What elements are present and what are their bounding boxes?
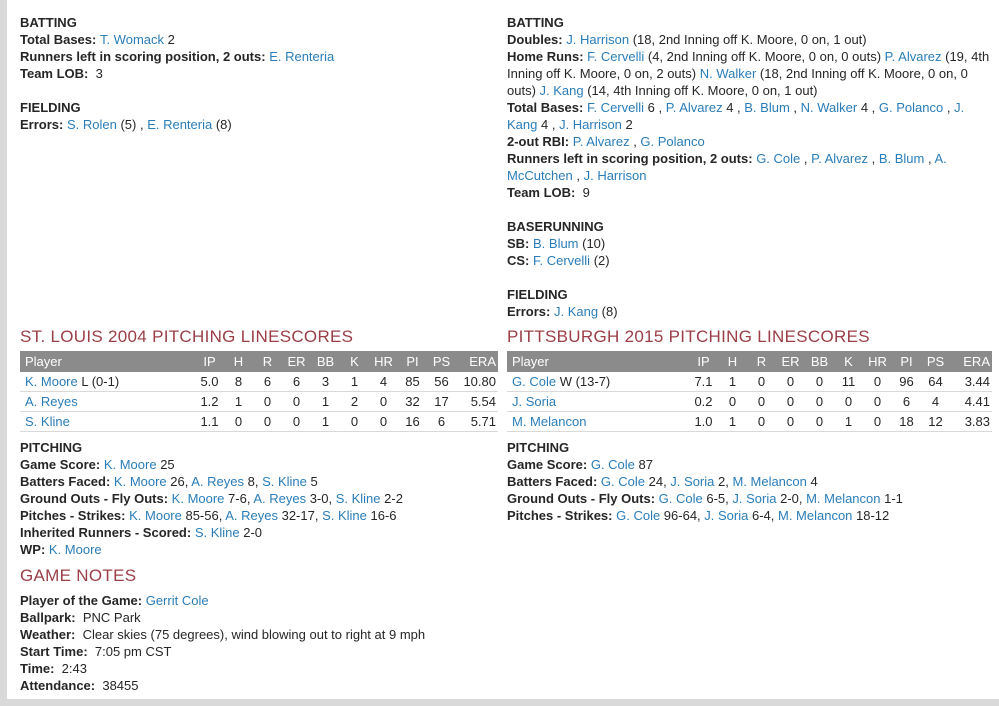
stat-cell: 0 <box>863 412 892 432</box>
player-link[interactable]: J. Harrison <box>559 117 622 132</box>
stat-label: Ground Outs - Fly Outs: <box>507 491 659 506</box>
stat-line <box>507 133 992 150</box>
stat-cell: 18 <box>892 412 921 432</box>
away-linescore-title: ST. LOUIS 2004 PITCHING LINESCORES <box>20 327 354 346</box>
player-link[interactable]: S. Rolen <box>66 117 117 132</box>
summary-section <box>507 14 992 201</box>
column-header: ERA <box>950 351 992 372</box>
player-link[interactable]: Gerrit Cole <box>145 593 209 608</box>
stat-cell: 0 <box>340 412 369 432</box>
stat-text: 6-5, <box>702 491 733 506</box>
stat-cell: 1 <box>311 392 340 412</box>
stat-text: , <box>867 151 879 166</box>
column-header: Player <box>20 351 195 372</box>
player-link[interactable]: M. Melancon <box>777 508 853 523</box>
stat-cell: 32 <box>398 392 427 412</box>
stat-cell: 10.80 <box>456 372 498 392</box>
stat-cell: 1 <box>834 412 863 432</box>
stat-text: 2 <box>164 32 175 47</box>
stat-text: (8) <box>212 117 232 132</box>
stat-label: Ground Outs - Fly Outs: <box>20 491 172 506</box>
stat-label: Pitches - Strikes: <box>20 508 130 523</box>
player-link[interactable]: B. Blum <box>744 100 790 115</box>
away-summary-stats <box>20 14 498 327</box>
stat-label: Game Score: <box>507 457 591 472</box>
stat-label: Errors: <box>507 304 554 319</box>
stat-text: 26, <box>166 474 192 489</box>
stat-line <box>20 592 498 609</box>
section-heading: FIELDING <box>507 287 568 302</box>
stat-text: 6-4, <box>748 508 778 523</box>
stat-text: 16-6 <box>366 508 397 523</box>
player-link[interactable]: A. Reyes <box>225 508 278 523</box>
table-header-row <box>20 351 498 372</box>
stat-text: (18, 2nd Inning off K. Moore, 0 on, 0 outs) <box>507 66 972 98</box>
stat-text: , <box>800 151 812 166</box>
column-header: ER <box>282 351 311 372</box>
player-link[interactable]: K. Moore <box>113 474 167 489</box>
stat-cell: 1 <box>340 372 369 392</box>
player-link[interactable]: M. Melancon <box>512 414 587 429</box>
stat-text: 7-6, <box>224 491 254 506</box>
stat-line <box>20 524 498 541</box>
stat-line <box>507 150 992 184</box>
stat-cell: 8 <box>224 372 253 392</box>
away-pitching-section <box>20 439 498 558</box>
table-row <box>507 372 992 392</box>
player-link[interactable]: J. Soria <box>512 394 557 409</box>
stat-text: , <box>789 100 801 115</box>
stat-cell: 3 <box>311 372 340 392</box>
stat-text: (14, 4th Inning off K. Moore, 0 on, 1 out) <box>583 83 818 98</box>
stat-label: Attendance: <box>20 678 99 693</box>
player-cell <box>507 412 689 432</box>
summary-section <box>507 218 992 269</box>
stat-cell: 0 <box>253 412 282 432</box>
stat-cell: 0 <box>776 372 805 392</box>
game-notes-title: GAME NOTES <box>20 566 137 585</box>
stat-cell: 1.0 <box>689 412 718 432</box>
stat-text: 2, <box>714 474 733 489</box>
stat-text: 2-0, <box>776 491 807 506</box>
player-link[interactable]: N. Walker <box>800 100 858 115</box>
game-notes-section <box>20 592 498 694</box>
stat-cell: 6 <box>427 412 456 432</box>
stat-text: , <box>572 168 584 183</box>
stat-label: Player of the Game: <box>20 593 146 608</box>
player-link[interactable]: P. Alvarez <box>811 151 868 166</box>
stat-label: Start Time: <box>20 644 92 659</box>
stat-text: (4, 2nd Inning off K. Moore, 0 on, 0 outs) <box>644 49 885 64</box>
stat-line <box>20 541 498 558</box>
stat-cell: 17 <box>427 392 456 412</box>
table-row <box>20 412 498 432</box>
stat-line <box>507 48 992 99</box>
stat-line <box>507 473 992 490</box>
player-link[interactable]: G. Cole <box>590 457 635 472</box>
player-cell <box>507 392 689 412</box>
section-heading: BATTING <box>20 15 77 30</box>
player-link[interactable]: F. Cervelli <box>533 253 591 268</box>
stat-cell: 4 <box>369 372 398 392</box>
stat-label: Total Bases: <box>20 32 100 47</box>
stat-text: 6 , <box>644 100 666 115</box>
player-link[interactable]: F. Cervelli <box>586 100 645 115</box>
stat-label: Batters Faced: <box>507 474 601 489</box>
stat-line <box>20 643 498 660</box>
stat-line <box>507 99 992 133</box>
section-heading: BATTING <box>507 15 564 30</box>
table-row <box>507 392 992 412</box>
player-link[interactable]: S. Kline <box>322 508 367 523</box>
player-link[interactable]: G. Cole <box>658 491 703 506</box>
player-link[interactable]: N. Walker <box>699 66 757 81</box>
stat-cell: 1 <box>224 392 253 412</box>
stat-cell: 0 <box>369 392 398 412</box>
stat-cell: 0 <box>253 392 282 412</box>
stat-line <box>20 473 498 490</box>
stat-line <box>507 456 992 473</box>
stat-text: 3-0, <box>306 491 336 506</box>
stat-cell: 2 <box>340 392 369 412</box>
player-decision: L (0-1) <box>77 374 120 389</box>
summary-section <box>507 286 992 320</box>
stat-text: 3 <box>92 66 103 81</box>
stat-text: 4 , <box>537 117 560 132</box>
stat-cell: 0 <box>747 412 776 432</box>
stat-text: (10) <box>578 236 606 251</box>
stat-text: 25 <box>156 457 175 472</box>
column-header: PI <box>892 351 921 372</box>
section-heading: PITCHING <box>507 440 570 455</box>
player-link[interactable]: G. Polanco <box>878 100 944 115</box>
stat-cell: 85 <box>398 372 427 392</box>
stat-line <box>20 490 498 507</box>
stat-text: , <box>924 151 935 166</box>
player-link[interactable]: S. Kline <box>194 525 240 540</box>
stat-line <box>20 116 498 133</box>
stat-cell: 0 <box>776 392 805 412</box>
stat-text: 2 <box>621 117 633 132</box>
stat-text: 2-0 <box>239 525 263 540</box>
stat-text: 96-64, <box>660 508 705 523</box>
stat-label: 2-out RBI: <box>507 134 573 149</box>
table-row <box>507 412 992 432</box>
player-link[interactable]: G. Polanco <box>640 134 705 149</box>
stat-cell: 0 <box>282 412 311 432</box>
player-link[interactable]: M. Melancon <box>806 491 881 506</box>
stat-line <box>20 65 498 82</box>
stat-line <box>20 31 498 48</box>
section-heading: BASERUNNING <box>507 219 604 234</box>
stat-cell: 1.1 <box>195 412 224 432</box>
stat-text: Clear skies (75 degrees), wind blowing out to right at 9 mph <box>79 627 426 642</box>
stat-text: 2:43 <box>58 661 87 676</box>
player-link[interactable]: E. Renteria <box>269 49 335 64</box>
column-header: PS <box>921 351 950 372</box>
player-link[interactable]: K. Moore <box>171 491 225 506</box>
stat-text: (2) <box>590 253 610 268</box>
stat-text: 7:05 pm CST <box>91 644 172 659</box>
player-link[interactable]: A. Reyes <box>25 394 78 409</box>
player-link[interactable]: S. Kline <box>262 474 307 489</box>
column-header: ERA <box>456 351 498 372</box>
stat-line <box>507 303 992 320</box>
stat-line <box>507 31 992 48</box>
stat-cell: 0 <box>776 412 805 432</box>
stat-cell: 56 <box>427 372 456 392</box>
column-header: R <box>253 351 282 372</box>
player-link[interactable]: P. Alvarez <box>884 49 942 64</box>
column-header: IP <box>689 351 718 372</box>
stat-line <box>507 490 992 507</box>
summary-section <box>20 99 498 133</box>
home-team-column <box>507 14 992 694</box>
column-header: HR <box>863 351 892 372</box>
player-link[interactable]: J. Kang <box>553 304 599 319</box>
player-link[interactable]: G. Cole <box>756 151 801 166</box>
home-pitching-section <box>507 439 992 524</box>
stat-label: Total Bases: <box>507 100 587 115</box>
stat-cell: 0 <box>863 372 892 392</box>
column-header: ER <box>776 351 805 372</box>
stat-text: 4 , <box>722 100 745 115</box>
stat-cell: 1 <box>311 412 340 432</box>
column-header: Player <box>507 351 689 372</box>
stat-cell: 6 <box>253 372 282 392</box>
stat-label: Pitches - Strikes: <box>507 508 617 523</box>
stat-cell: 96 <box>892 372 921 392</box>
stat-cell: 1 <box>718 372 747 392</box>
stat-text: , <box>943 100 955 115</box>
stat-label: WP: <box>20 542 49 557</box>
column-header: R <box>747 351 776 372</box>
stat-line <box>507 252 992 269</box>
stat-label: CS: <box>507 253 533 268</box>
stat-label: Runners left in scoring position, 2 outs: <box>507 151 757 166</box>
player-link[interactable]: P. Alvarez <box>572 134 630 149</box>
stat-cell: 16 <box>398 412 427 432</box>
home-pitching-linescore-table <box>507 351 992 432</box>
stat-label: Game Score: <box>20 457 104 472</box>
player-link[interactable]: P. Alvarez <box>665 100 723 115</box>
stat-text: 4 , <box>857 100 879 115</box>
player-link[interactable]: J. Harrison <box>583 168 647 183</box>
stat-cell: 0 <box>282 392 311 412</box>
player-link[interactable]: S. Kline <box>335 491 381 506</box>
stat-cell: 3.83 <box>950 412 992 432</box>
column-header: PI <box>398 351 427 372</box>
stat-line <box>507 184 992 201</box>
stat-cell: 0 <box>805 372 834 392</box>
stat-text: 2-2 <box>380 491 403 506</box>
player-cell <box>507 372 689 392</box>
two-column-layout <box>7 0 999 694</box>
stat-cell: 5.71 <box>456 412 498 432</box>
column-header: K <box>340 351 369 372</box>
player-link[interactable]: K. Moore <box>25 374 78 389</box>
stat-label: Errors: <box>20 117 67 132</box>
stat-text: 32-17, <box>277 508 323 523</box>
stat-text: , <box>629 134 641 149</box>
column-header: H <box>224 351 253 372</box>
stat-line <box>20 660 498 677</box>
player-link[interactable]: K. Moore <box>129 508 182 523</box>
stat-cell: 0 <box>747 372 776 392</box>
stat-label: SB: <box>507 236 533 251</box>
player-link[interactable]: J. Kang <box>539 83 584 98</box>
stat-cell: 0 <box>718 392 747 412</box>
player-link[interactable]: A. McCutchen <box>507 151 951 183</box>
player-link[interactable]: J. Soria <box>670 474 715 489</box>
player-link[interactable]: K. Moore <box>48 542 102 557</box>
section-heading: PITCHING <box>20 440 83 455</box>
column-header: BB <box>311 351 340 372</box>
stat-label: Runners left in scoring position, 2 outs: <box>20 49 270 64</box>
stat-text: 18-12 <box>852 508 890 523</box>
player-decision: W (13-7) <box>556 374 611 389</box>
stat-cell: 4 <box>921 392 950 412</box>
stat-text: (8) <box>598 304 618 319</box>
stat-cell: 0.2 <box>689 392 718 412</box>
stat-label: Inherited Runners - Scored: <box>20 525 195 540</box>
stat-cell: 0 <box>224 412 253 432</box>
stat-cell: 7.1 <box>689 372 718 392</box>
home-summary-stats <box>507 14 992 327</box>
stat-line <box>20 677 498 694</box>
player-link[interactable]: G. Cole <box>616 508 661 523</box>
stat-cell: 4.41 <box>950 392 992 412</box>
player-link[interactable]: G. Cole <box>512 374 557 389</box>
stat-cell: 5.0 <box>195 372 224 392</box>
away-pitching-linescore-table <box>20 351 498 432</box>
stat-line <box>20 456 498 473</box>
player-link[interactable]: J. Soria <box>732 491 777 506</box>
player-link[interactable]: J. Harrison <box>566 32 630 47</box>
stat-cell: 0 <box>805 412 834 432</box>
player-link[interactable]: B. Blum <box>878 151 925 166</box>
stat-cell: 0 <box>747 392 776 412</box>
stat-text: 1-1 <box>880 491 903 506</box>
stat-line <box>507 235 992 252</box>
stat-line <box>20 507 498 524</box>
stat-label: Team LOB: <box>507 185 579 200</box>
stat-cell: 0 <box>805 392 834 412</box>
stat-label: Batters Faced: <box>20 474 114 489</box>
stat-line <box>20 609 498 626</box>
summary-section <box>20 14 498 82</box>
stat-text: 24, <box>645 474 671 489</box>
stat-label: Weather: <box>20 627 79 642</box>
home-linescore-title: PITTSBURGH 2015 PITCHING LINESCORES <box>507 327 870 346</box>
away-team-column <box>20 14 498 694</box>
stat-text: 5 <box>306 474 318 489</box>
stat-cell: 0 <box>834 392 863 412</box>
player-link[interactable]: A. Reyes <box>253 491 307 506</box>
column-header: PS <box>427 351 456 372</box>
column-header: K <box>834 351 863 372</box>
stat-cell: 6 <box>282 372 311 392</box>
stat-cell: 1 <box>718 412 747 432</box>
stat-line <box>507 507 992 524</box>
player-cell <box>20 372 195 392</box>
player-cell <box>20 412 195 432</box>
player-link[interactable]: J. Kang <box>507 100 968 132</box>
stat-cell: 6 <box>892 392 921 412</box>
player-link[interactable]: E. Renteria <box>147 117 213 132</box>
stat-text: 87 <box>634 457 653 472</box>
stat-text: (19, 4th Inning off K. Moore, 0 on, 2 outs) <box>507 49 993 81</box>
stat-cell: 3.44 <box>950 372 992 392</box>
player-link[interactable]: B. Blum <box>533 236 579 251</box>
stat-cell: 1.2 <box>195 392 224 412</box>
column-header: HR <box>369 351 398 372</box>
stat-label: Ballpark: <box>20 610 80 625</box>
table-row <box>20 372 498 392</box>
stat-label: Team LOB: <box>20 66 92 81</box>
stat-text: 8, <box>244 474 263 489</box>
stat-text: 9 <box>579 185 590 200</box>
player-link[interactable]: T. Womack <box>99 32 165 47</box>
stat-cell: 64 <box>921 372 950 392</box>
stat-cell: 5.54 <box>456 392 498 412</box>
stat-cell: 12 <box>921 412 950 432</box>
player-link[interactable]: K. Moore <box>103 457 157 472</box>
column-header: IP <box>195 351 224 372</box>
table-header-row <box>507 351 992 372</box>
stat-text: 85-56, <box>181 508 226 523</box>
stat-text: (18, 2nd Inning off K. Moore, 0 on, 1 out) <box>629 32 867 47</box>
stat-text: PNC Park <box>79 610 141 625</box>
box-score-page <box>7 0 999 699</box>
column-header: BB <box>805 351 834 372</box>
stat-line <box>20 48 498 65</box>
stat-line <box>20 626 498 643</box>
stat-label: Doubles: <box>507 32 567 47</box>
stat-text: 4 <box>806 474 818 489</box>
player-cell <box>20 392 195 412</box>
player-link[interactable]: A. Reyes <box>191 474 244 489</box>
stat-label: Time: <box>20 661 59 676</box>
player-link[interactable]: F. Cervelli <box>587 49 645 64</box>
stat-text: 38455 <box>98 678 139 693</box>
player-link[interactable]: M. Melancon <box>732 474 807 489</box>
stat-cell: 0 <box>863 392 892 412</box>
player-link[interactable]: J. Soria <box>704 508 749 523</box>
player-link[interactable]: S. Kline <box>25 414 70 429</box>
stat-text: (5) , <box>116 117 148 132</box>
stat-label: Home Runs: <box>507 49 588 64</box>
stat-cell: 0 <box>369 412 398 432</box>
column-header: H <box>718 351 747 372</box>
player-link[interactable]: G. Cole <box>600 474 645 489</box>
section-heading: FIELDING <box>20 100 81 115</box>
stat-cell: 11 <box>834 372 863 392</box>
table-row <box>20 392 498 412</box>
